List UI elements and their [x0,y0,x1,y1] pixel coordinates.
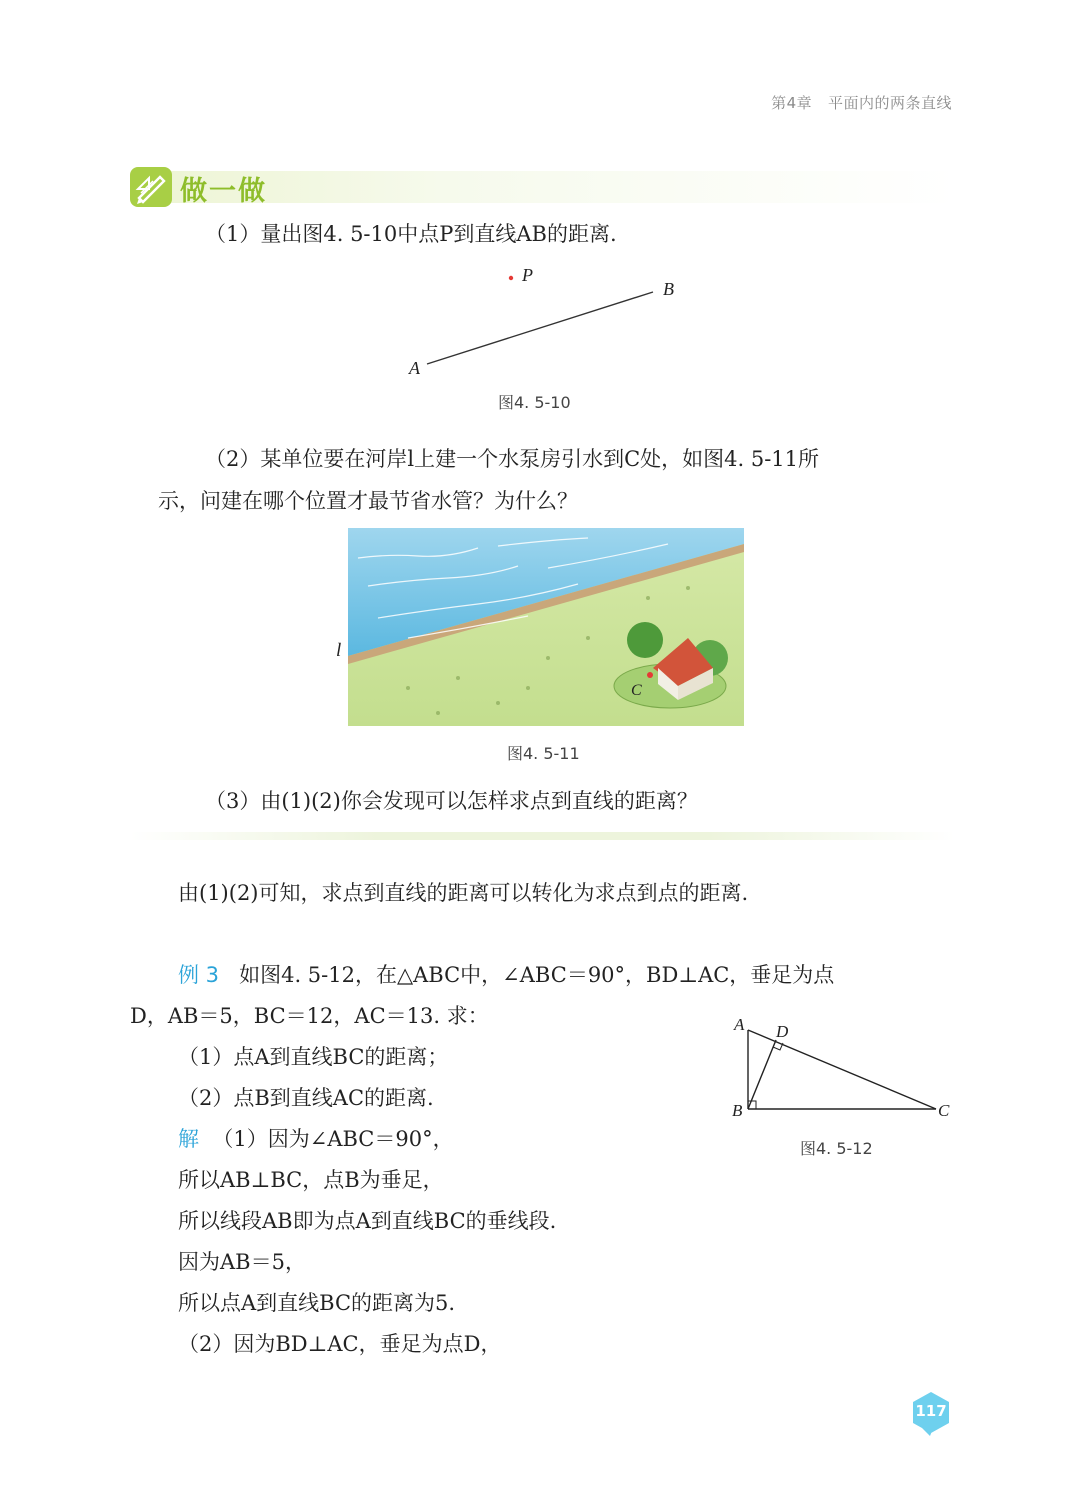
solution-line-3: 所以线段AB即为点A到直线BC的垂线段. [178,1209,557,1233]
label-l: l [336,640,342,661]
label-B: B [732,1101,743,1120]
question-2-line-1: （2）某单位要在河岸l上建一个水泵房引水到C处，如图4. 5-11所 [205,447,820,471]
conclusion-text: 由(1)(2)可知，求点到直线的距离可以转化为求点到点的距离. [178,881,749,905]
solution-label: 解 [178,1127,199,1151]
solution-line-5: 所以点A到直线BC的距离为5. [178,1291,456,1315]
figure-12-caption: 图4. 5-12 [800,1139,873,1158]
example-3-sub-1: （1）点A到直线BC的距离； [178,1045,449,1069]
example-3-line-2: D，AB＝5，BC＝12，AC＝13. 求： [130,1004,489,1028]
chapter-label: 第4章 [771,94,813,112]
pencil-ruler-icon [130,167,172,207]
segment-BD [748,1040,776,1109]
figure-4-5-10 [400,262,690,382]
figure-11-caption: 图4. 5-11 [507,744,580,763]
segment-AC [748,1030,936,1109]
label-C: C [631,682,642,699]
page-number-badge [908,1390,954,1436]
label-A: A [409,358,420,378]
example-3-sub-2: （2）点B到直线AC的距离. [178,1086,434,1110]
point-P [509,276,513,280]
point-C [647,672,653,678]
section-divider [130,832,955,840]
solution-line-1 [178,1127,454,1151]
label-D: D [776,1022,789,1041]
label-B: B [663,279,674,299]
figure-4-5-12 [728,1012,958,1130]
solution-text-1: （1）因为∠ABC＝90°， [212,1127,454,1151]
example-3-line-1 [178,963,834,987]
solution-line-2: 所以AB⊥BC，点B为垂足， [178,1168,444,1192]
figure-10-caption: 图4. 5-10 [498,393,571,412]
question-1: （1）量出图4. 5-10中点P到直线AB的距离. [205,222,617,246]
question-2-line-2: 示，问建在哪个位置才最节省水管？为什么？ [158,489,578,513]
solution-line-4: 因为AB＝5， [178,1250,306,1274]
label-P: P [522,265,533,285]
example-label: 例 3 [178,963,220,987]
label-C: C [938,1101,950,1120]
tree-left [627,622,663,658]
chapter-title: 平面内的两条直线 [827,94,952,112]
solution-line-6: （2）因为BD⊥AC，垂足为点D， [178,1332,502,1356]
banner-strip [166,171,956,203]
question-3: （3）由(1)(2)你会发现可以怎样求点到直线的距离？ [205,789,698,813]
activity-title: 做一做 [180,176,267,207]
activity-banner [130,167,955,209]
figure-4-5-11 [348,528,744,726]
line-AB [427,292,653,364]
running-header [700,92,952,113]
label-A: A [734,1015,745,1034]
example-text-1: 如图4. 5-12，在△ABC中，∠ABC＝90°，BD⊥AC，垂足为点 [239,963,835,987]
page-number: 117 [915,1402,947,1420]
